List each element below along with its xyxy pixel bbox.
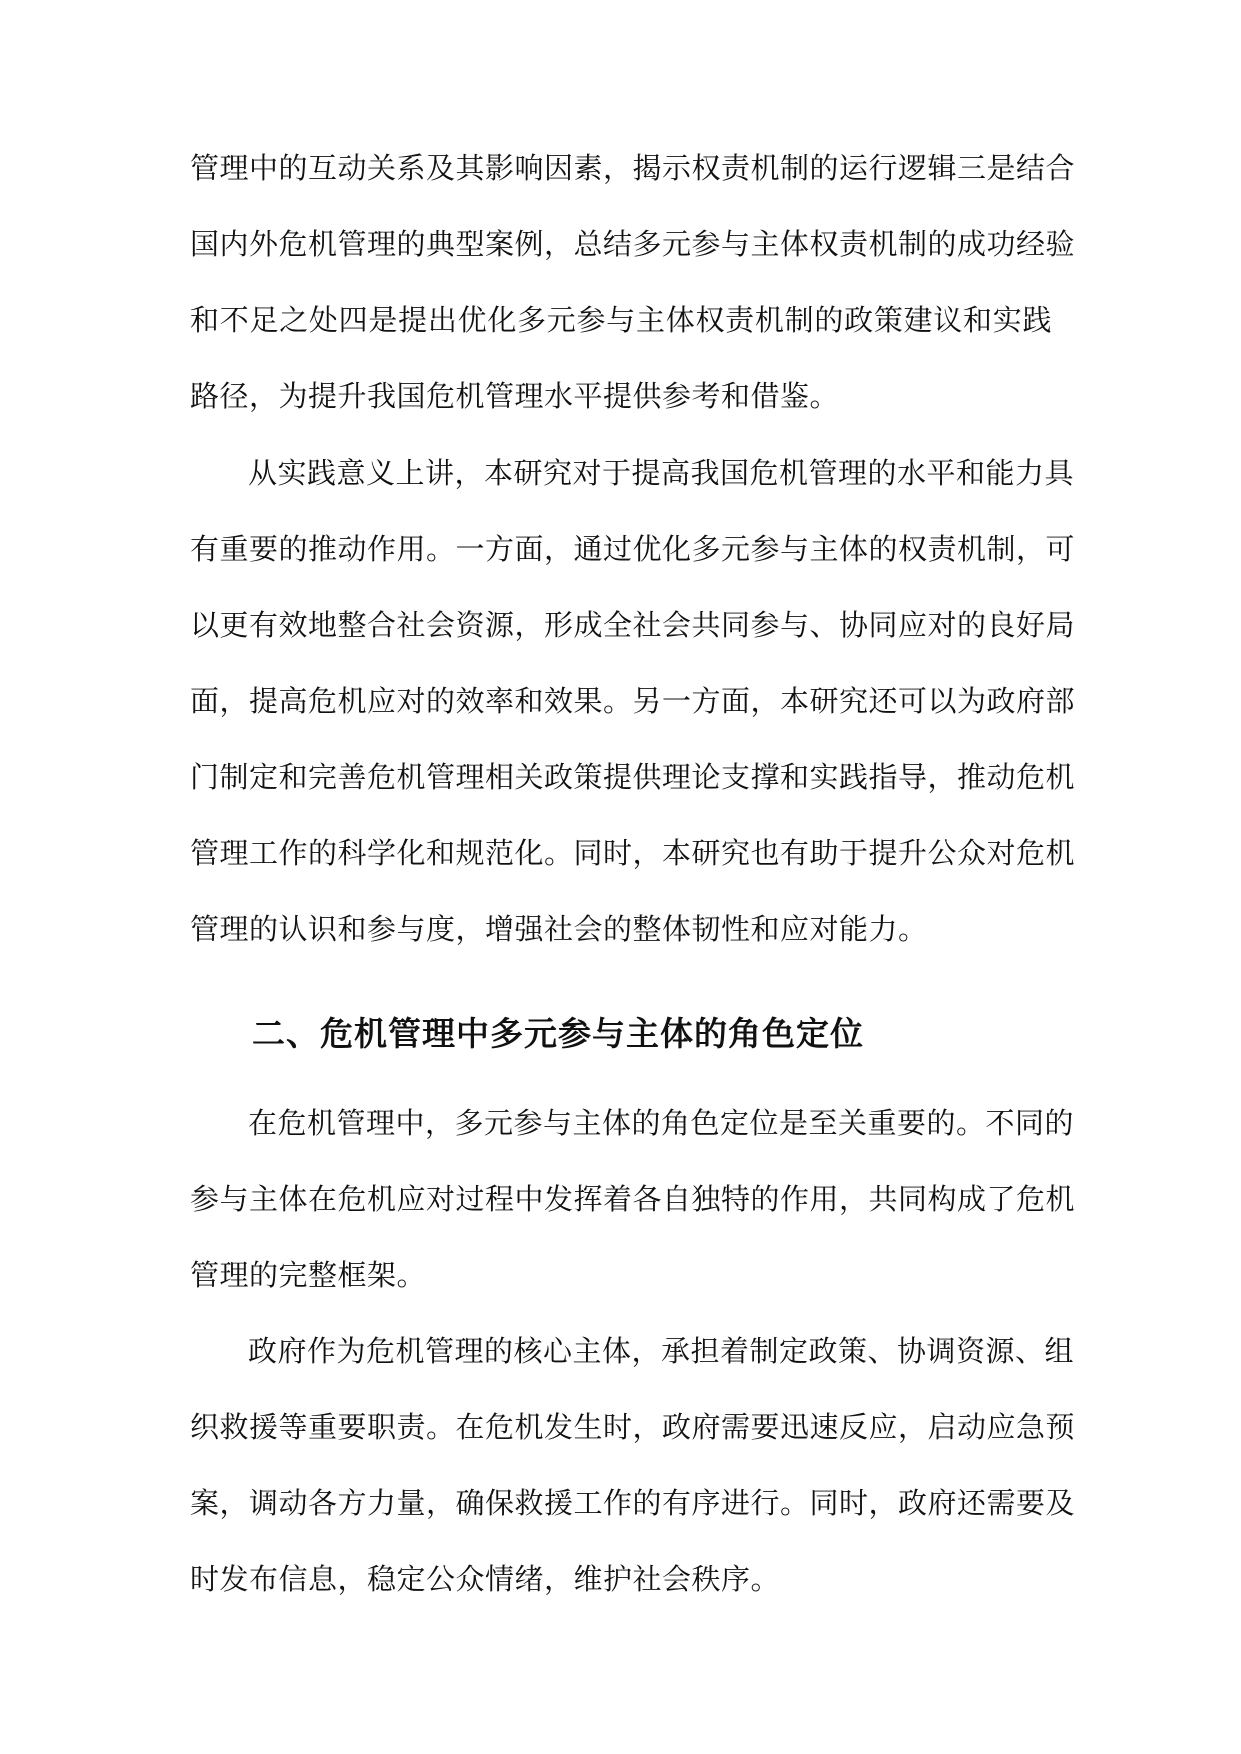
paragraph-line: 以更有效地整合社会资源，形成全社会共同参与、协同应对的良好局: [190, 608, 1076, 642]
paragraph-line: 管理中的互动关系及其影响因素，揭示权责机制的运行逻辑三是结合: [190, 151, 1076, 185]
paragraph-line: 管理的完整框架。: [190, 1258, 427, 1292]
section-heading: 二、危机管理中多元参与主体的角色定位: [252, 1014, 864, 1053]
paragraph-line: 路径，为提升我国危机管理水平提供参考和借鉴。: [190, 379, 840, 413]
paragraph-line: 政府作为危机管理的核心主体，承担着制定政策、协调资源、组: [248, 1334, 1075, 1368]
paragraph-line: 管理的认识和参与度，增强社会的整体韧性和应对能力。: [190, 912, 928, 946]
paragraph-line: 管理工作的科学化和规范化。同时，本研究也有助于提升公众对危机: [190, 836, 1076, 870]
paragraph-line: 面，提高危机应对的效率和效果。另一方面，本研究还可以为政府部: [190, 684, 1076, 718]
paragraph-line: 案，调动各方力量，确保救援工作的有序进行。同时，政府还需要及: [190, 1486, 1076, 1520]
paragraph-line: 在危机管理中，多元参与主体的角色定位是至关重要的。不同的: [248, 1106, 1075, 1140]
paragraph-line: 参与主体在危机应对过程中发挥着各自独特的作用，共同构成了危机: [190, 1182, 1076, 1216]
paragraph-line: 从实践意义上讲，本研究对于提高我国危机管理的水平和能力具: [248, 456, 1075, 490]
paragraph-line: 织救援等重要职责。在危机发生时，政府需要迅速反应，启动应急预: [190, 1410, 1076, 1444]
paragraph-line: 有重要的推动作用。一方面，通过优化多元参与主体的权责机制，可: [190, 532, 1076, 566]
paragraph-line: 时发布信息，稳定公众情绪，维护社会秩序。: [190, 1562, 781, 1596]
paragraph-line: 门制定和完善危机管理相关政策提供理论支撑和实践指导，推动危机: [190, 760, 1076, 794]
paragraph-line: 和不足之处四是提出优化多元参与主体权责机制的政策建议和实践: [190, 303, 1052, 337]
paragraph-line: 国内外危机管理的典型案例，总结多元参与主体权责机制的成功经验: [190, 227, 1076, 261]
